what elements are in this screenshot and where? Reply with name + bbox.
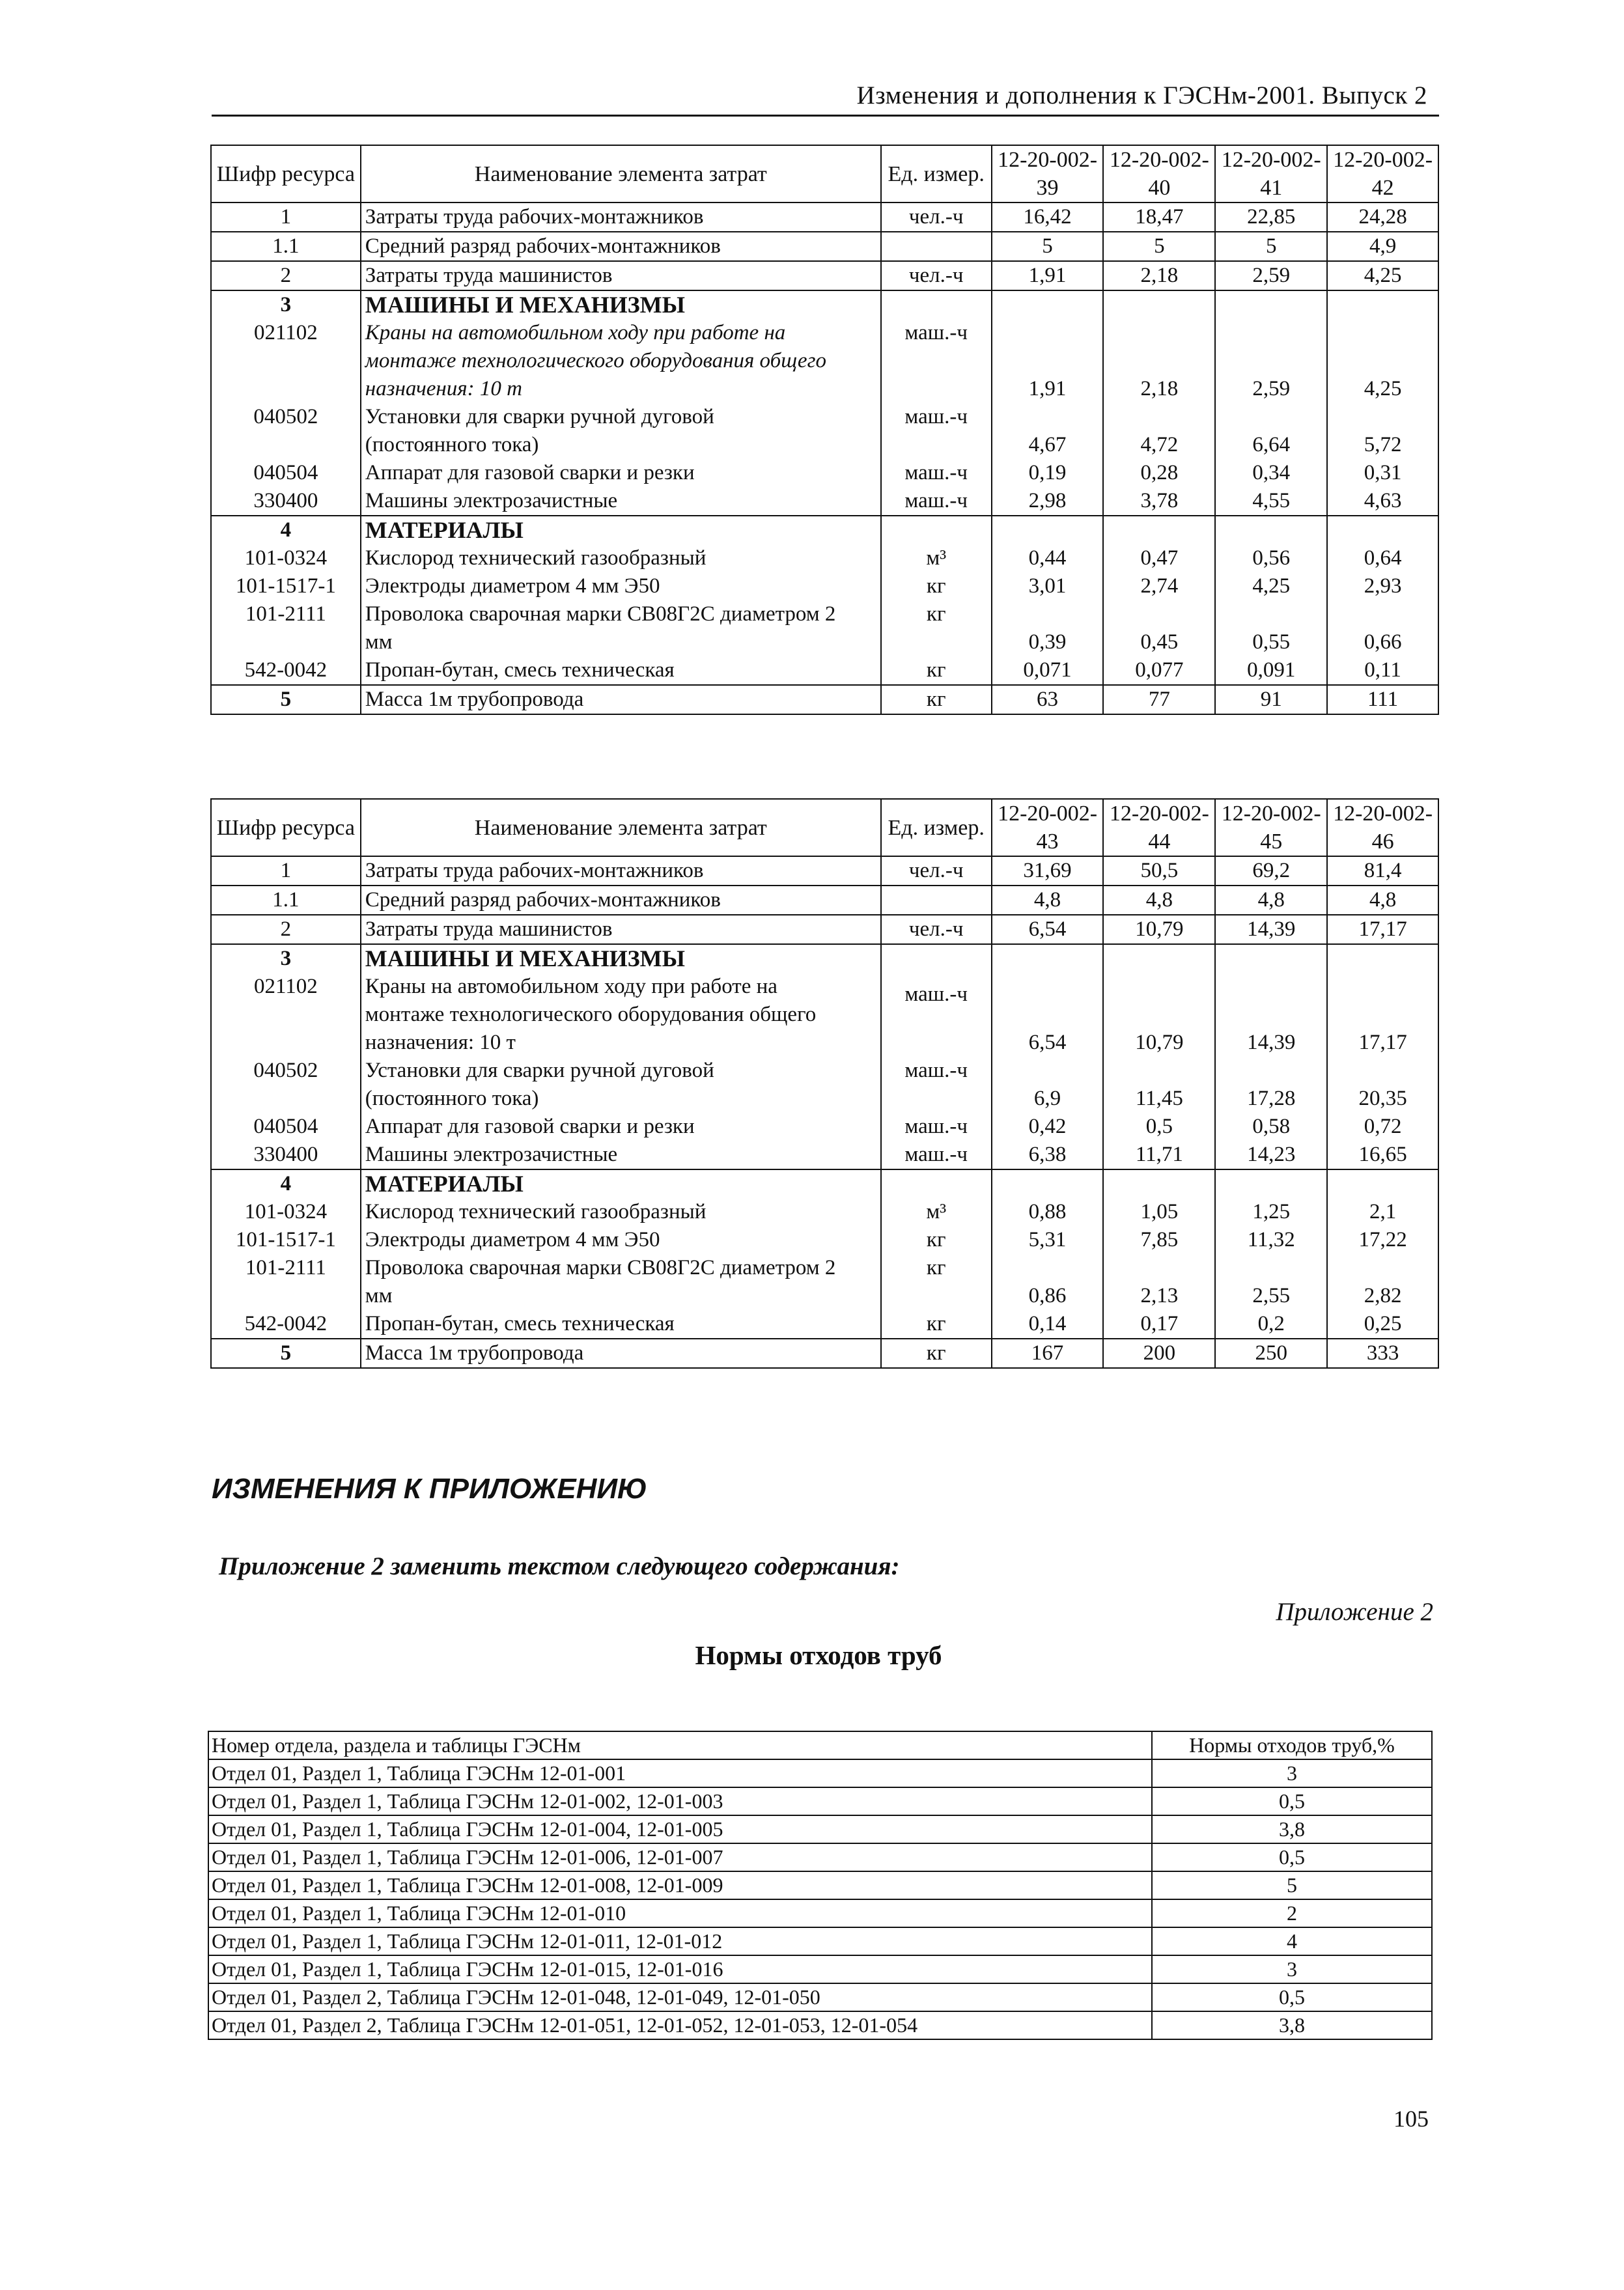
value-cell: 4,55 bbox=[1215, 487, 1327, 516]
resource-name: Пропан-бутан, смесь техническая bbox=[361, 1310, 881, 1339]
col-header-norm: 12-20-002-45 bbox=[1215, 799, 1327, 856]
value-cell: 5,31 bbox=[992, 1226, 1104, 1254]
norm-value-cell: 0,5 bbox=[1152, 1787, 1432, 1815]
value-cell: 4,8 bbox=[1103, 886, 1215, 915]
resource-code: 1.1 bbox=[211, 886, 361, 915]
table-row bbox=[211, 403, 1438, 459]
table-row bbox=[211, 544, 1438, 572]
table-header-row bbox=[208, 1731, 1432, 1759]
resource-code: 1.1 bbox=[211, 232, 361, 261]
value-cell: 5 bbox=[1215, 232, 1327, 261]
value-cell: 6,54 bbox=[992, 973, 1104, 1057]
value-cell: 17,28 bbox=[1215, 1057, 1327, 1113]
value-cell: 0,55 bbox=[1215, 600, 1327, 656]
table-row bbox=[211, 1226, 1438, 1254]
value-cell: 333 bbox=[1327, 1339, 1438, 1368]
resource-unit: м³ bbox=[881, 544, 992, 572]
value-cell: 0,42 bbox=[992, 1113, 1104, 1141]
resource-unit: маш.-ч bbox=[881, 459, 992, 487]
value-cell: 2,59 bbox=[1215, 319, 1327, 403]
value-cell: 4,8 bbox=[992, 886, 1104, 915]
norm-section-cell: Отдел 01, Раздел 1, Таблица ГЭСНм 12-01-008, 12-01-009 bbox=[208, 1871, 1152, 1899]
value-cell: 81,4 bbox=[1327, 856, 1438, 886]
value-cell: 2,93 bbox=[1327, 572, 1438, 600]
table-row bbox=[211, 459, 1438, 487]
value-cell: 6,64 bbox=[1215, 403, 1327, 459]
resource-code: 330400 bbox=[211, 1141, 361, 1169]
value-cell: 0,11 bbox=[1327, 656, 1438, 685]
norm-section-cell: Отдел 01, Раздел 1, Таблица ГЭСНм 12-01-006, 12-01-007 bbox=[208, 1843, 1152, 1871]
norm-section-cell: Отдел 01, Раздел 1, Таблица ГЭСНм 12-01-004, 12-01-005 bbox=[208, 1815, 1152, 1843]
table-row bbox=[211, 319, 1438, 403]
value-cell: 0,88 bbox=[992, 1198, 1104, 1226]
resource-code: 101-2111 bbox=[211, 600, 361, 656]
col-header-code: Шифр ресурса bbox=[211, 799, 361, 856]
resource-name: Кислород технический газообразный bbox=[361, 544, 881, 572]
resource-unit: маш.-ч bbox=[881, 1141, 992, 1169]
resource-code: 040504 bbox=[211, 459, 361, 487]
resource-unit: кг bbox=[881, 1254, 992, 1310]
col-header-section: Номер отдела, раздела и таблицы ГЭСНм bbox=[208, 1731, 1152, 1759]
norm-value-cell: 3,8 bbox=[1152, 2011, 1432, 2039]
resource-code: 1 bbox=[211, 856, 361, 886]
value-cell: 0,34 bbox=[1215, 459, 1327, 487]
table-row bbox=[208, 1983, 1432, 2011]
resource-code: 2 bbox=[211, 915, 361, 944]
resource-name: Электроды диаметром 4 мм Э50 bbox=[361, 572, 881, 600]
norm-value-cell: 3 bbox=[1152, 1759, 1432, 1787]
appendix-label: Приложение 2 bbox=[1276, 1598, 1433, 1626]
value-cell: 24,28 bbox=[1327, 202, 1438, 232]
value-cell: 17,17 bbox=[1327, 915, 1438, 944]
resource-name: Установки для сварки ручной дуговой (постоянного тока) bbox=[361, 1057, 881, 1113]
resource-name: Масса 1м трубопровода bbox=[361, 685, 881, 714]
section-code: 4 bbox=[211, 1169, 361, 1198]
replacement-instruction: Приложение 2 заменить текстом следующего содержания: bbox=[219, 1552, 900, 1580]
resource-table-2 bbox=[210, 798, 1439, 1369]
value-cell: 11,71 bbox=[1103, 1141, 1215, 1169]
resource-name: Затраты труда рабочих-монтажников bbox=[361, 856, 881, 886]
value-cell: 4,25 bbox=[1327, 261, 1438, 290]
value-cell: 200 bbox=[1103, 1339, 1215, 1368]
resource-code: 542-0042 bbox=[211, 1310, 361, 1339]
value-cell: 0,58 bbox=[1215, 1113, 1327, 1141]
value-cell: 0,64 bbox=[1327, 544, 1438, 572]
resource-name: Средний разряд рабочих-монтажников bbox=[361, 232, 881, 261]
resource-name: Аппарат для газовой сварки и резки bbox=[361, 1113, 881, 1141]
section-code: 4 bbox=[211, 516, 361, 544]
value-cell: 2,98 bbox=[992, 487, 1104, 516]
resource-unit bbox=[881, 886, 992, 915]
table-row bbox=[211, 202, 1438, 232]
table-row bbox=[211, 856, 1438, 886]
table-row bbox=[211, 973, 1438, 1057]
value-cell: 111 bbox=[1327, 685, 1438, 714]
value-cell: 4,9 bbox=[1327, 232, 1438, 261]
resource-name: Затраты труда машинистов bbox=[361, 261, 881, 290]
table-row bbox=[211, 886, 1438, 915]
norm-value-cell: 4 bbox=[1152, 1927, 1432, 1955]
resource-unit: чел.-ч bbox=[881, 202, 992, 232]
col-header-unit: Ед. измер. bbox=[881, 799, 992, 856]
value-cell: 50,5 bbox=[1103, 856, 1215, 886]
table-row bbox=[211, 1141, 1438, 1169]
resource-name: Затраты труда рабочих-монтажников bbox=[361, 202, 881, 232]
norm-value-cell: 5 bbox=[1152, 1871, 1432, 1899]
resource-code: 040502 bbox=[211, 1057, 361, 1113]
value-cell: 6,38 bbox=[992, 1141, 1104, 1169]
table-row bbox=[208, 1927, 1432, 1955]
value-cell: 0,39 bbox=[992, 600, 1104, 656]
value-cell: 0,091 bbox=[1215, 656, 1327, 685]
value-cell: 4,25 bbox=[1327, 319, 1438, 403]
col-header-norm: 12-20-002-40 bbox=[1103, 145, 1215, 202]
value-cell: 6,9 bbox=[992, 1057, 1104, 1113]
resource-name: Аппарат для газовой сварки и резки bbox=[361, 459, 881, 487]
resource-name: Кислород технический газообразный bbox=[361, 1198, 881, 1226]
resource-unit: кг bbox=[881, 600, 992, 656]
resource-unit: м³ bbox=[881, 1198, 992, 1226]
section-row bbox=[211, 944, 1438, 973]
section-code: 3 bbox=[211, 944, 361, 973]
table-row bbox=[211, 915, 1438, 944]
value-cell: 14,23 bbox=[1215, 1141, 1327, 1169]
value-cell: 4,67 bbox=[992, 403, 1104, 459]
table-row bbox=[211, 685, 1438, 714]
table-row bbox=[211, 487, 1438, 516]
resource-name: Затраты труда машинистов bbox=[361, 915, 881, 944]
table-row bbox=[208, 1871, 1432, 1899]
table-row bbox=[211, 1113, 1438, 1141]
resource-unit: маш.-ч bbox=[881, 319, 992, 403]
value-cell: 0,66 bbox=[1327, 600, 1438, 656]
value-cell: 10,79 bbox=[1103, 915, 1215, 944]
table-row bbox=[211, 572, 1438, 600]
norm-value-cell: 3,8 bbox=[1152, 1815, 1432, 1843]
resource-name: Электроды диаметром 4 мм Э50 bbox=[361, 1226, 881, 1254]
col-header-norm: 12-20-002-42 bbox=[1327, 145, 1438, 202]
table-row bbox=[208, 1899, 1432, 1927]
table-row bbox=[211, 1339, 1438, 1368]
pipe-waste-norms-table bbox=[208, 1731, 1433, 2040]
table-row bbox=[208, 2011, 1432, 2039]
section-title: МАШИНЫ И МЕХАНИЗМЫ bbox=[361, 944, 881, 973]
value-cell: 20,35 bbox=[1327, 1057, 1438, 1113]
col-header-norm: 12-20-002-46 bbox=[1327, 799, 1438, 856]
value-cell: 167 bbox=[992, 1339, 1104, 1368]
resource-unit: кг bbox=[881, 656, 992, 685]
norm-value-cell: 0,5 bbox=[1152, 1983, 1432, 2011]
section-title: МАШИНЫ И МЕХАНИЗМЫ bbox=[361, 290, 881, 319]
value-cell: 0,86 bbox=[992, 1254, 1104, 1310]
resource-code: 542-0042 bbox=[211, 656, 361, 685]
value-cell: 0,72 bbox=[1327, 1113, 1438, 1141]
table-row bbox=[211, 261, 1438, 290]
col-header-norm: 12-20-002-41 bbox=[1215, 145, 1327, 202]
value-cell: 0,071 bbox=[992, 656, 1104, 685]
value-cell: 5 bbox=[1103, 232, 1215, 261]
table-header-row bbox=[211, 145, 1438, 202]
header-text: Изменения и дополнения к ГЭСНм-2001. Выпуск 2 bbox=[856, 81, 1427, 109]
norm-section-cell: Отдел 01, Раздел 1, Таблица ГЭСНм 12-01-010 bbox=[208, 1899, 1152, 1927]
resource-unit: кг bbox=[881, 1226, 992, 1254]
norm-value-cell: 3 bbox=[1152, 1955, 1432, 1983]
resource-code: 021102 bbox=[211, 973, 361, 1057]
value-cell: 6,54 bbox=[992, 915, 1104, 944]
col-header-name: Наименование элемента затрат bbox=[361, 799, 881, 856]
norms-title: Нормы отходов труб bbox=[695, 1640, 942, 1670]
value-cell: 0,44 bbox=[992, 544, 1104, 572]
table-row bbox=[208, 1815, 1432, 1843]
value-cell: 14,39 bbox=[1215, 915, 1327, 944]
value-cell: 18,47 bbox=[1103, 202, 1215, 232]
value-cell: 17,17 bbox=[1327, 973, 1438, 1057]
section-row bbox=[211, 1169, 1438, 1198]
table-row bbox=[211, 1057, 1438, 1113]
resource-unit: маш.-ч bbox=[881, 487, 992, 516]
value-cell: 0,45 bbox=[1103, 600, 1215, 656]
value-cell: 0,19 bbox=[992, 459, 1104, 487]
resource-code: 040504 bbox=[211, 1113, 361, 1141]
resource-name: Средний разряд рабочих-монтажников bbox=[361, 886, 881, 915]
resource-table-1 bbox=[210, 145, 1439, 715]
resource-unit: маш.-ч bbox=[881, 403, 992, 459]
table-row bbox=[208, 1759, 1432, 1787]
value-cell: 77 bbox=[1103, 685, 1215, 714]
resource-unit: кг bbox=[881, 1339, 992, 1368]
table-row bbox=[211, 1310, 1438, 1339]
value-cell: 4,72 bbox=[1103, 403, 1215, 459]
resource-code: 1 bbox=[211, 202, 361, 232]
value-cell: 0,077 bbox=[1103, 656, 1215, 685]
value-cell: 2,82 bbox=[1327, 1254, 1438, 1310]
resource-code: 101-1517-1 bbox=[211, 572, 361, 600]
value-cell: 2,55 bbox=[1215, 1254, 1327, 1310]
value-cell: 63 bbox=[992, 685, 1104, 714]
norm-value-cell: 0,5 bbox=[1152, 1843, 1432, 1871]
section-code: 3 bbox=[211, 290, 361, 319]
col-header-name: Наименование элемента затрат bbox=[361, 145, 881, 202]
page-number: 105 bbox=[1393, 2106, 1429, 2132]
resource-unit: кг bbox=[881, 1310, 992, 1339]
value-cell: 4,25 bbox=[1215, 572, 1327, 600]
resource-code: 5 bbox=[211, 1339, 361, 1368]
value-cell: 4,8 bbox=[1215, 886, 1327, 915]
norm-section-cell: Отдел 01, Раздел 1, Таблица ГЭСНм 12-01-015, 12-01-016 bbox=[208, 1955, 1152, 1983]
value-cell: 2,13 bbox=[1103, 1254, 1215, 1310]
value-cell: 22,85 bbox=[1215, 202, 1327, 232]
value-cell: 14,39 bbox=[1215, 973, 1327, 1057]
resource-name: Краны на автомобильном ходу при работе на монтаже технологического оборудования общего назначения: 10 т bbox=[361, 973, 881, 1057]
value-cell: 2,18 bbox=[1103, 261, 1215, 290]
table-row bbox=[211, 1254, 1438, 1310]
table-row bbox=[208, 1787, 1432, 1815]
resource-name: Масса 1м трубопровода bbox=[361, 1339, 881, 1368]
resource-code: 101-1517-1 bbox=[211, 1226, 361, 1254]
resource-code: 021102 bbox=[211, 319, 361, 403]
table-row bbox=[211, 232, 1438, 261]
value-cell: 1,91 bbox=[992, 319, 1104, 403]
col-header-unit: Ед. измер. bbox=[881, 145, 992, 202]
value-cell: 1,25 bbox=[1215, 1198, 1327, 1226]
value-cell: 0,47 bbox=[1103, 544, 1215, 572]
norm-section-cell: Отдел 01, Раздел 1, Таблица ГЭСНм 12-01-011, 12-01-012 bbox=[208, 1927, 1152, 1955]
section-row bbox=[211, 516, 1438, 544]
table-header-row bbox=[211, 799, 1438, 856]
resource-code: 2 bbox=[211, 261, 361, 290]
resource-code: 040502 bbox=[211, 403, 361, 459]
value-cell: 0,17 bbox=[1103, 1310, 1215, 1339]
resource-unit: кг bbox=[881, 572, 992, 600]
value-cell: 16,42 bbox=[992, 202, 1104, 232]
section-title: МАТЕРИАЛЫ bbox=[361, 516, 881, 544]
resource-unit: маш.-ч bbox=[881, 1113, 992, 1141]
value-cell: 3,01 bbox=[992, 572, 1104, 600]
value-cell: 4,8 bbox=[1327, 886, 1438, 915]
resource-code: 5 bbox=[211, 685, 361, 714]
table-row bbox=[211, 1198, 1438, 1226]
value-cell: 0,5 bbox=[1103, 1113, 1215, 1141]
value-cell: 2,74 bbox=[1103, 572, 1215, 600]
col-header-norm: 12-20-002-39 bbox=[992, 145, 1104, 202]
resource-unit bbox=[881, 232, 992, 261]
value-cell: 2,18 bbox=[1103, 319, 1215, 403]
resource-unit: чел.-ч bbox=[881, 261, 992, 290]
resource-unit: маш.-ч bbox=[881, 1057, 992, 1113]
value-cell: 16,65 bbox=[1327, 1141, 1438, 1169]
table-row bbox=[208, 1955, 1432, 1983]
table-row bbox=[208, 1843, 1432, 1871]
value-cell: 1,91 bbox=[992, 261, 1104, 290]
resource-code: 101-0324 bbox=[211, 544, 361, 572]
value-cell: 3,78 bbox=[1103, 487, 1215, 516]
value-cell: 10,79 bbox=[1103, 973, 1215, 1057]
norm-section-cell: Отдел 01, Раздел 1, Таблица ГЭСНм 12-01-002, 12-01-003 bbox=[208, 1787, 1152, 1815]
value-cell: 7,85 bbox=[1103, 1226, 1215, 1254]
resource-code: 330400 bbox=[211, 487, 361, 516]
resource-unit: чел.-ч bbox=[881, 915, 992, 944]
value-cell: 2,1 bbox=[1327, 1198, 1438, 1226]
resource-unit: маш.-ч bbox=[881, 973, 992, 1057]
resource-unit: кг bbox=[881, 685, 992, 714]
norm-section-cell: Отдел 01, Раздел 1, Таблица ГЭСНм 12-01-001 bbox=[208, 1759, 1152, 1787]
resource-code: 101-2111 bbox=[211, 1254, 361, 1310]
value-cell: 250 bbox=[1215, 1339, 1327, 1368]
value-cell: 0,31 bbox=[1327, 459, 1438, 487]
col-header-code: Шифр ресурса bbox=[211, 145, 361, 202]
table-row bbox=[211, 656, 1438, 685]
value-cell: 5 bbox=[992, 232, 1104, 261]
norm-section-cell: Отдел 01, Раздел 2, Таблица ГЭСНм 12-01-051, 12-01-052, 12-01-053, 12-01-054 bbox=[208, 2011, 1152, 2039]
value-cell: 0,56 bbox=[1215, 544, 1327, 572]
value-cell: 91 bbox=[1215, 685, 1327, 714]
value-cell: 5,72 bbox=[1327, 403, 1438, 459]
col-header-norm: 12-20-002-44 bbox=[1103, 799, 1215, 856]
value-cell: 69,2 bbox=[1215, 856, 1327, 886]
table-row bbox=[211, 600, 1438, 656]
resource-name: Краны на автомобильном ходу при работе на монтаже технологического оборудования общего назначения: 10 т bbox=[361, 319, 881, 403]
resource-name: Машины электрозачистные bbox=[361, 1141, 881, 1169]
value-cell: 11,32 bbox=[1215, 1226, 1327, 1254]
resource-unit: чел.-ч bbox=[881, 856, 992, 886]
resource-code: 101-0324 bbox=[211, 1198, 361, 1226]
value-cell: 11,45 bbox=[1103, 1057, 1215, 1113]
page-header bbox=[212, 77, 1439, 117]
resource-name: Пропан-бутан, смесь техническая bbox=[361, 656, 881, 685]
resource-name: Проволока сварочная марки СВ08Г2С диаметром 2 мм bbox=[361, 600, 881, 656]
value-cell: 4,63 bbox=[1327, 487, 1438, 516]
value-cell: 1,05 bbox=[1103, 1198, 1215, 1226]
norm-section-cell: Отдел 01, Раздел 2, Таблица ГЭСНм 12-01-048, 12-01-049, 12-01-050 bbox=[208, 1983, 1152, 2011]
value-cell: 2,59 bbox=[1215, 261, 1327, 290]
value-cell: 0,2 bbox=[1215, 1310, 1327, 1339]
value-cell: 0,14 bbox=[992, 1310, 1104, 1339]
value-cell: 0,28 bbox=[1103, 459, 1215, 487]
value-cell: 17,22 bbox=[1327, 1226, 1438, 1254]
changes-section-title: ИЗМЕНЕНИЯ К ПРИЛОЖЕНИЮ bbox=[212, 1473, 647, 1505]
col-header-norm: 12-20-002-43 bbox=[992, 799, 1104, 856]
value-cell: 0,25 bbox=[1327, 1310, 1438, 1339]
norm-value-cell: 2 bbox=[1152, 1899, 1432, 1927]
resource-name: Машины электрозачистные bbox=[361, 487, 881, 516]
resource-name: Проволока сварочная марки СВ08Г2С диаметром 2 мм bbox=[361, 1254, 881, 1310]
section-title: МАТЕРИАЛЫ bbox=[361, 1169, 881, 1198]
section-row bbox=[211, 290, 1438, 319]
col-header-waste: Нормы отходов труб,% bbox=[1152, 1731, 1432, 1759]
resource-name: Установки для сварки ручной дуговой (постоянного тока) bbox=[361, 403, 881, 459]
value-cell: 31,69 bbox=[992, 856, 1104, 886]
